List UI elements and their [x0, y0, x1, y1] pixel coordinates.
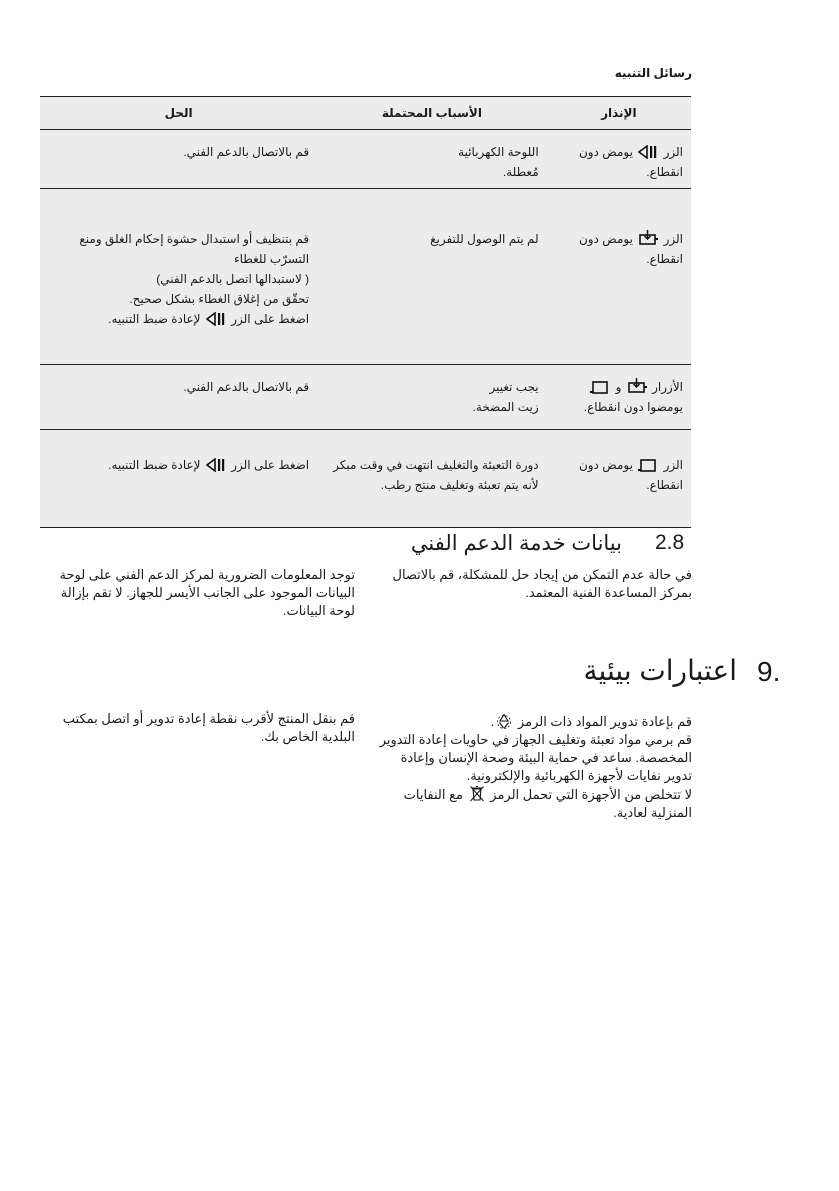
warning-text: الأزرار — [652, 380, 683, 394]
solution-line — [48, 455, 309, 475]
paragraph-text: . — [490, 714, 495, 729]
cause-line: لم يتم الوصول للتفريغ — [430, 232, 539, 246]
cause-line: يجب تغيير — [489, 380, 539, 394]
solution-line: قم بالاتصال بالدعم الفني. — [183, 380, 310, 394]
cause-cell — [317, 130, 547, 189]
cause-line: زيت المضخة. — [472, 400, 539, 414]
solution-cell — [40, 430, 317, 528]
start-pause-icon — [638, 145, 658, 159]
header-warning: الإنذار — [547, 97, 691, 130]
cause-line: لأنه يتم تعبئة وتغليف منتج رطب. — [380, 478, 539, 492]
weee-paragraph — [370, 785, 692, 822]
warning-text: يومض دون انقطاع. — [578, 145, 683, 179]
paragraph-text: لا تتخلص من الأجهزة التي تحمل الرمز — [490, 787, 692, 802]
oil-icon — [638, 458, 658, 472]
warning-cell — [547, 130, 691, 189]
oil-icon — [590, 380, 610, 394]
section-number: 2.8 — [655, 531, 685, 554]
solution-text: اضغط على الزر — [231, 312, 310, 326]
warning-text: يومض دون انقطاع. — [578, 232, 683, 266]
alerts-title: رسائل التنبيه — [614, 66, 692, 80]
solution-cell — [40, 189, 317, 365]
cause-cell — [317, 189, 547, 365]
warning-cell — [547, 189, 691, 365]
environment-text — [370, 713, 692, 822]
start-pause-icon — [206, 458, 226, 472]
solution-text: اضغط على الزر — [231, 458, 310, 472]
warning-cell — [547, 365, 691, 430]
solution-line: ( لاستبدالها اتصل بالدعم الفني) — [156, 272, 310, 286]
solution-line: التسرّب للغطاء — [234, 252, 310, 266]
warning-cell — [547, 430, 691, 528]
recycle-paragraph: قم برمي مواد تعبئة وتغليف الجهاز في حاويات إعادة التدوير المخصصة. ساعد في حماية البيئة وصحة الإنسان وإعادة تدوير نفايات لأجهزة الكهربائية والإلكترونية. — [379, 732, 692, 783]
table-row — [40, 430, 691, 528]
solution-line — [48, 309, 309, 329]
recycle-paragraph — [370, 713, 692, 731]
warning-text: الزر — [663, 145, 683, 159]
disposal-text: قم بنقل المنتج لأقرب نقطة إعادة تدوير أو اتصل بمكتب البلدية الخاص بك. — [62, 711, 355, 744]
warning-text: يومض دون انقطاع. — [578, 458, 683, 492]
paragraph-text: مع النفايات المنزلية لعادية. — [403, 787, 692, 820]
drain-icon — [627, 378, 647, 394]
table-row — [40, 130, 691, 189]
paragraph-text: قم بإعادة تدوير المواد ذات الرمز — [517, 714, 692, 729]
cause-line: مُعطلة. — [502, 165, 539, 179]
warning-text: يومضوا دون انقطاع. — [583, 400, 683, 414]
table-row — [40, 189, 691, 365]
warning-text: و — [615, 380, 622, 394]
section-title: اعتبارات بيئية — [583, 655, 737, 686]
solution-line: تحقّق من إغلاق الغطاء بشكل صحيح. — [129, 292, 310, 306]
solution-text: لإعادة ضبط التنبيه. — [108, 458, 201, 472]
section-number: 9. — [757, 656, 781, 687]
header-solution: الحل — [40, 97, 317, 130]
support-intro-text: في حالة عدم التمكن من إيجاد حل للمشكلة، قم بالاتصال بمركز المساعدة الفنية المعتمد. — [392, 567, 692, 600]
table-row — [40, 365, 691, 430]
solution-cell — [40, 130, 317, 189]
warning-text: الزر — [663, 458, 683, 472]
solution-line: قم بتنظيف أو استبدال حشوة إحكام الغلق ومنع — [79, 232, 310, 246]
drain-icon — [638, 230, 658, 246]
cause-line: اللوحة الكهربائية — [458, 145, 539, 159]
recycle-icon — [496, 713, 512, 729]
solution-cell — [40, 365, 317, 430]
cause-line: دورة التعبئة والتغليف انتهت في وقت مبكر — [333, 458, 539, 472]
header-causes: الأسباب المحتملة — [317, 97, 547, 130]
warning-text: الزر — [663, 232, 683, 246]
cause-cell — [317, 365, 547, 430]
solution-line: قم بالاتصال بالدعم الفني. — [183, 145, 310, 159]
section-title: بيانات خدمة الدعم الفني — [410, 532, 622, 555]
crossed-bin-icon — [469, 785, 485, 802]
table-header-row — [40, 97, 691, 130]
rating-plate-text: توجد المعلومات الضرورية لمركز الدعم الفني على لوحة البيانات الموجود على الجانب الأيسر للجهاز. لا تقم بإزالة لوحة البيانات. — [59, 567, 355, 618]
alert-table — [40, 96, 691, 528]
start-pause-icon — [206, 312, 226, 326]
solution-text: لإعادة ضبط التنبيه. — [108, 312, 201, 326]
cause-cell — [317, 430, 547, 528]
